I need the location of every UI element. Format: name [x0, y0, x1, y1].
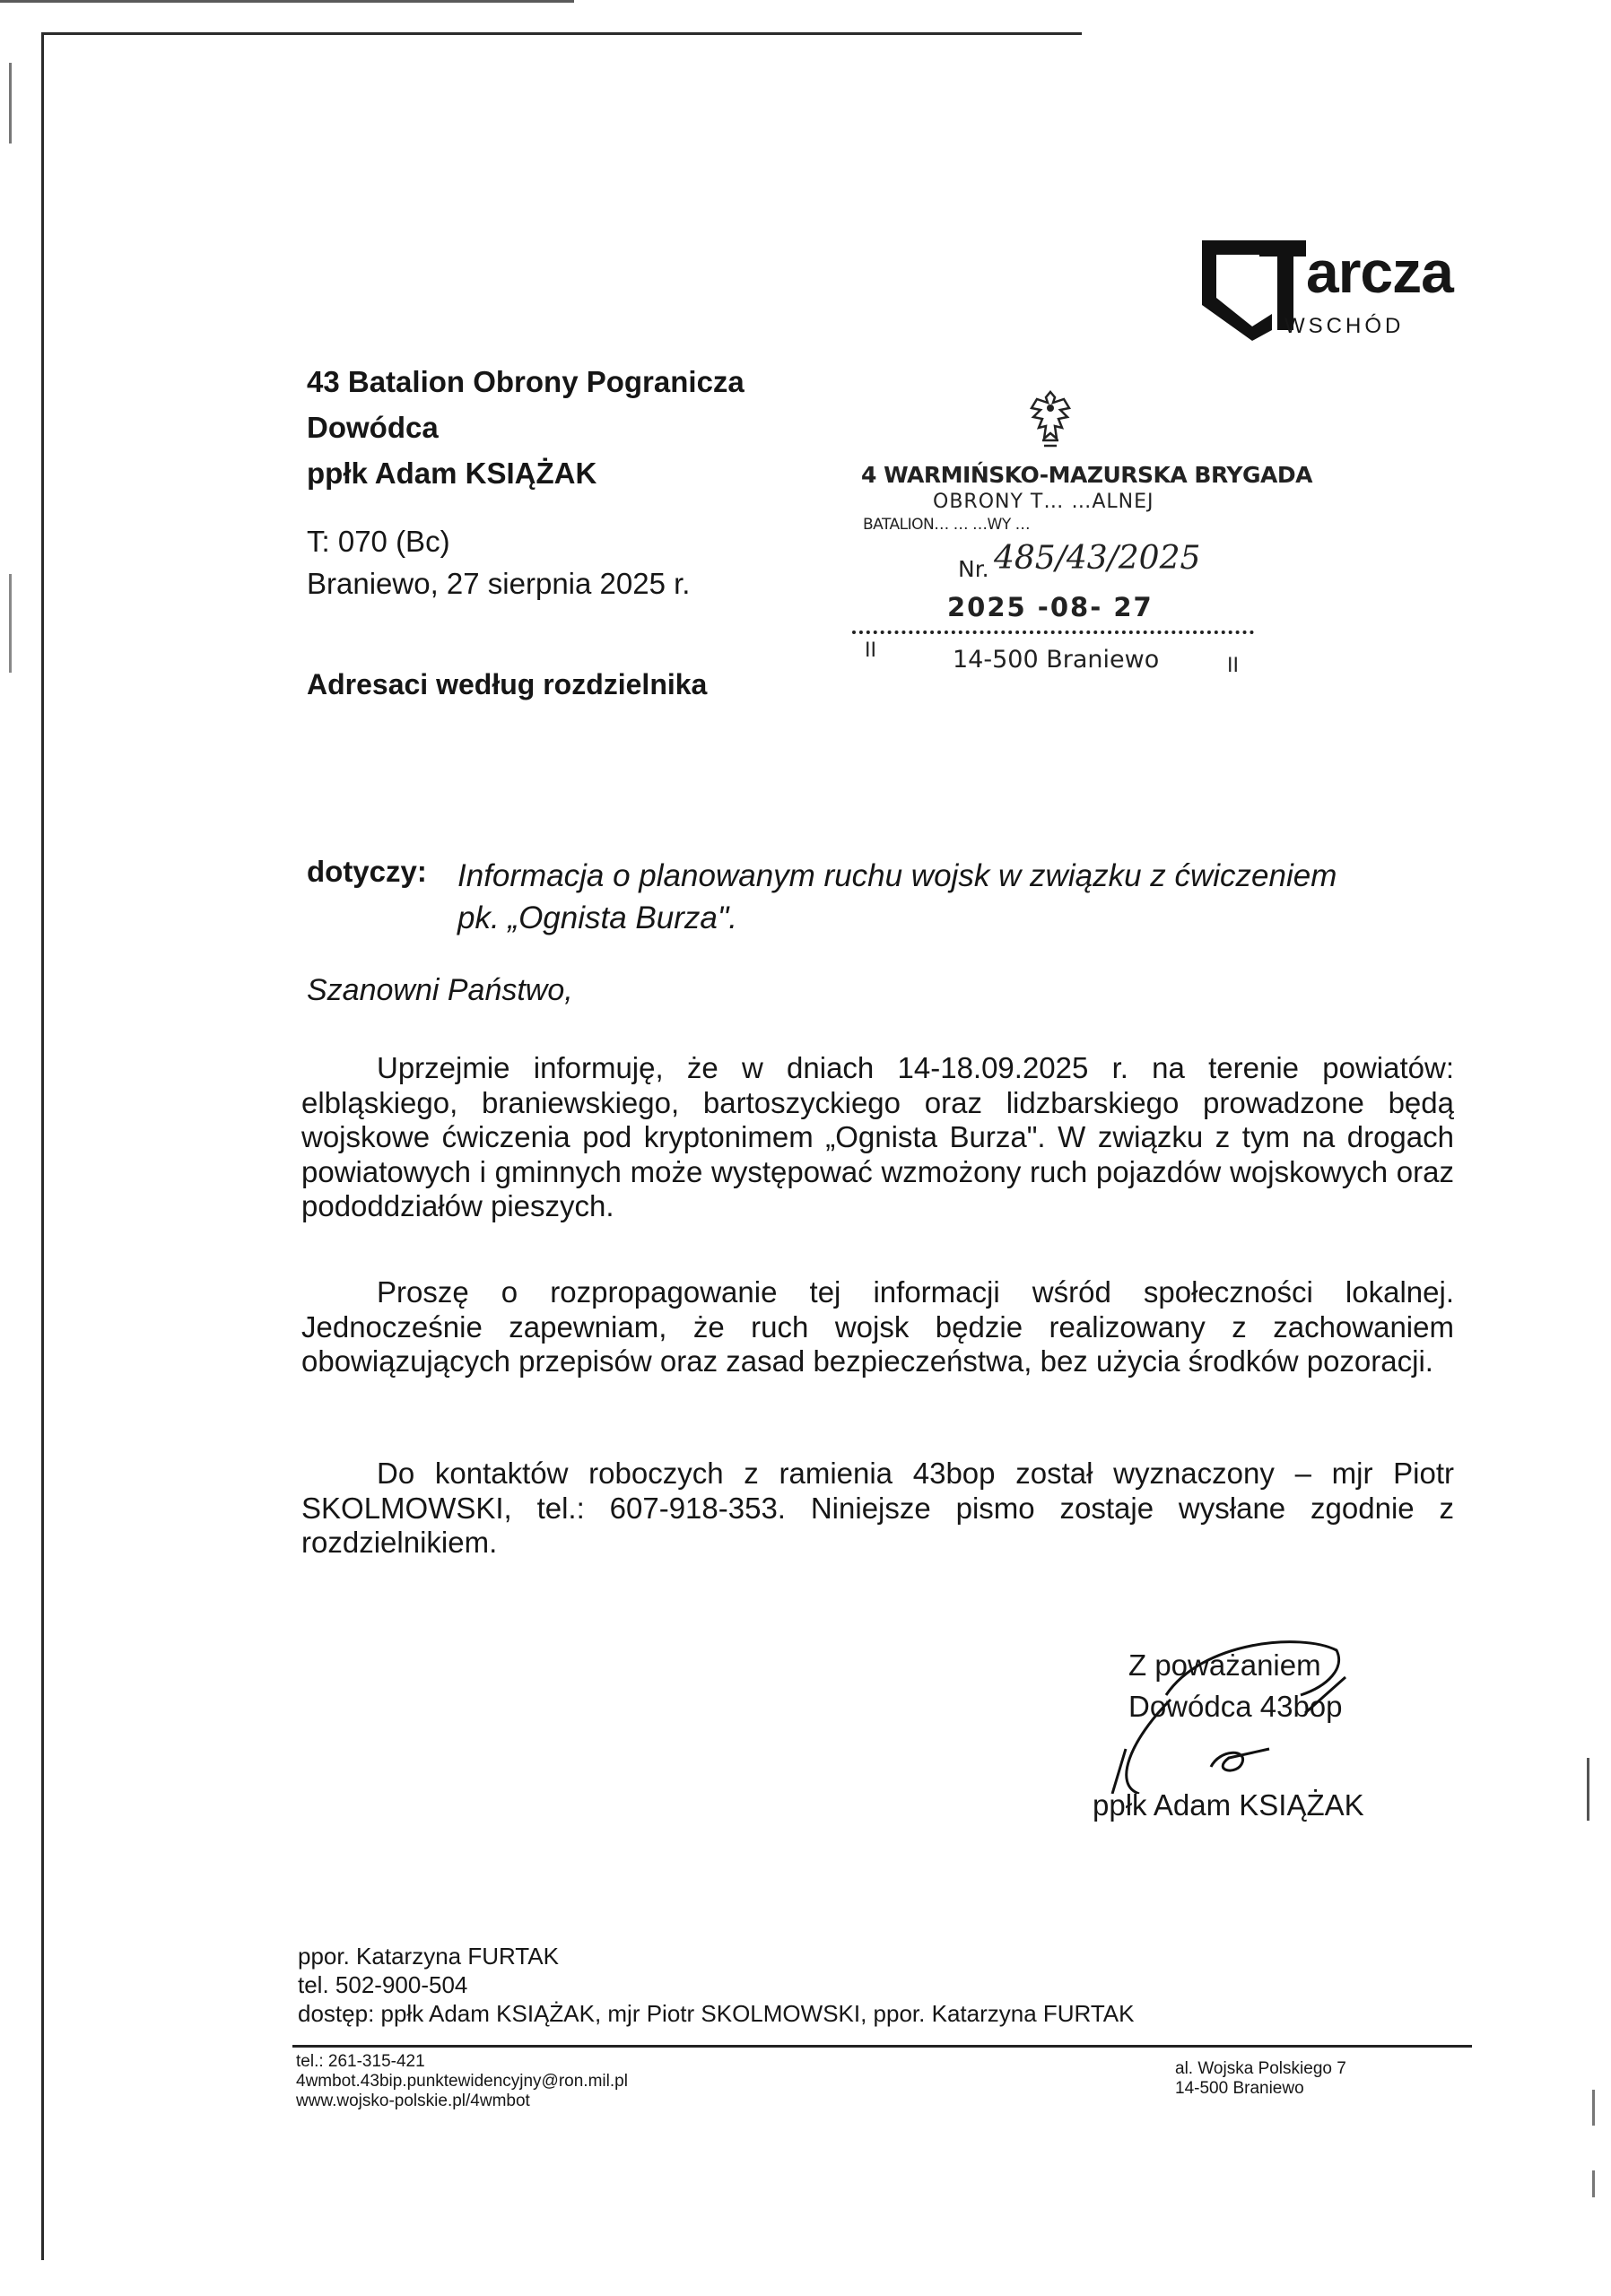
closing-role: Dowódca 43bop [1128, 1690, 1343, 1723]
body-paragraph: Do kontaktów roboczych z ramienia 43bop został wyznaczony – mjr Piotr SKOLMOWSKI, tel.: 607-918-353. Niniejsze pismo zostaje wysłane zgodnie z rozdzielnikiem. [301, 1457, 1454, 1559]
scan-edge-mark [1592, 2170, 1595, 2197]
stamp-battalion: BATALION… … …WY … [863, 516, 1031, 534]
sender-name: ppłk Adam KSIĄŻAK [307, 457, 597, 490]
closing-greeting: Z poważaniem [1128, 1648, 1321, 1682]
letter-meta [307, 520, 690, 604]
footer-contact [296, 2052, 628, 2111]
scan-edge-line [0, 0, 574, 3]
prepared-by-name: ppor. Katarzyna FURTAK [298, 1943, 559, 1970]
footer-email: 4wmbot.43bip.punktewidencyjny@ron.mil.pl [296, 2072, 628, 2091]
stamp-brigade: 4 WARMIŃSKO-MAZURSKA BRYGADA [861, 462, 1312, 488]
stamp-brigade-2: OBRONY T… …ALNEJ [933, 491, 1154, 513]
body-paragraph: Proszę o rozpropagowanie tej informacji wśród społeczności lokalnej. Jednocześnie zapewniam, że ruch wojsk będzie realizowany z zachowaniem obowiązujących przepisów oraz zasad bezpieczeństwa, bez użycia środków pozoracji. [301, 1275, 1454, 1378]
footer-divider [292, 2045, 1472, 2048]
registry-stamp [852, 381, 1312, 686]
stamp-nr-label: Nr. [958, 556, 989, 582]
footer-address [1175, 2059, 1346, 2099]
scan-edge-mark [9, 574, 12, 673]
signatory-name: ppłk Adam KSIĄŻAK [1093, 1788, 1364, 1822]
tarcza-wschod-logo [1197, 235, 1466, 352]
addressees: Adresaci według rozdzielnika [307, 668, 708, 700]
prepared-by-block [298, 1942, 1134, 2028]
subject-text: Informacja o planowanym ruchu wojsk w związku z ćwiczeniem pk. „Ognista Burza". [457, 858, 1337, 935]
stamp-nr-value: 485/43/2025 [994, 540, 1201, 577]
stamp-mark-left: II [865, 639, 876, 662]
phone: T: 070 (Bc) [307, 525, 450, 558]
scan-edge-mark [1587, 1758, 1589, 1821]
unit-name: 43 Batalion Obrony Pogranicza [307, 365, 745, 398]
access-list: dostęp: ppłk Adam KSIĄŻAK, mjr Piotr SKOLMOWSKI, ppor. Katarzyna FURTAK [298, 2000, 1135, 2027]
footer-street: al. Wojska Polskiego 7 [1175, 2059, 1346, 2078]
eagle-emblem-icon [1028, 388, 1073, 451]
stamp-mark-right: II [1227, 655, 1239, 677]
scan-edge-mark [9, 63, 12, 144]
footer-website: www.wojsko-polskie.pl/4wmbot [296, 2092, 530, 2110]
sender-block [307, 359, 745, 496]
footer-phone: tel.: 261-315-421 [296, 2052, 425, 2071]
scan-edge-mark [1592, 2090, 1595, 2126]
body-paragraph: Uprzejmie informuję, że w dniach 14-18.09.2025 r. na terenie powiatów: elbląskiego, braniewskiego, bartoszyckiego oraz lidzbarskiego prowadzone będą wojskowe ćwiczenia pod kryptonimem „Ognista Burza". W związku z tym na drogach powiatowych i gminnych może występować wzmożony ruch pojazdów wojskowych oraz pododdziałów pieszych. [301, 1051, 1454, 1222]
stamp-address: 14-500 Braniewo [953, 646, 1160, 674]
logo-subtitle: WSCHÓD [1284, 314, 1405, 338]
stamp-divider [852, 631, 1254, 634]
stamp-date: 2025 -08- 27 [947, 592, 1154, 622]
salutation: Szanowni Państwo, [307, 973, 573, 1007]
footer-city: 14-500 Braniewo [1175, 2079, 1304, 2098]
subject-label: dotyczy: [307, 855, 427, 888]
prepared-by-phone: tel. 502-900-504 [298, 1971, 468, 1998]
place-date: Braniewo, 27 sierpnia 2025 r. [307, 567, 691, 600]
logo-wordmark: arcza [1306, 239, 1453, 305]
sender-role: Dowódca [307, 411, 439, 444]
handwritten-signature [1076, 1614, 1372, 1794]
